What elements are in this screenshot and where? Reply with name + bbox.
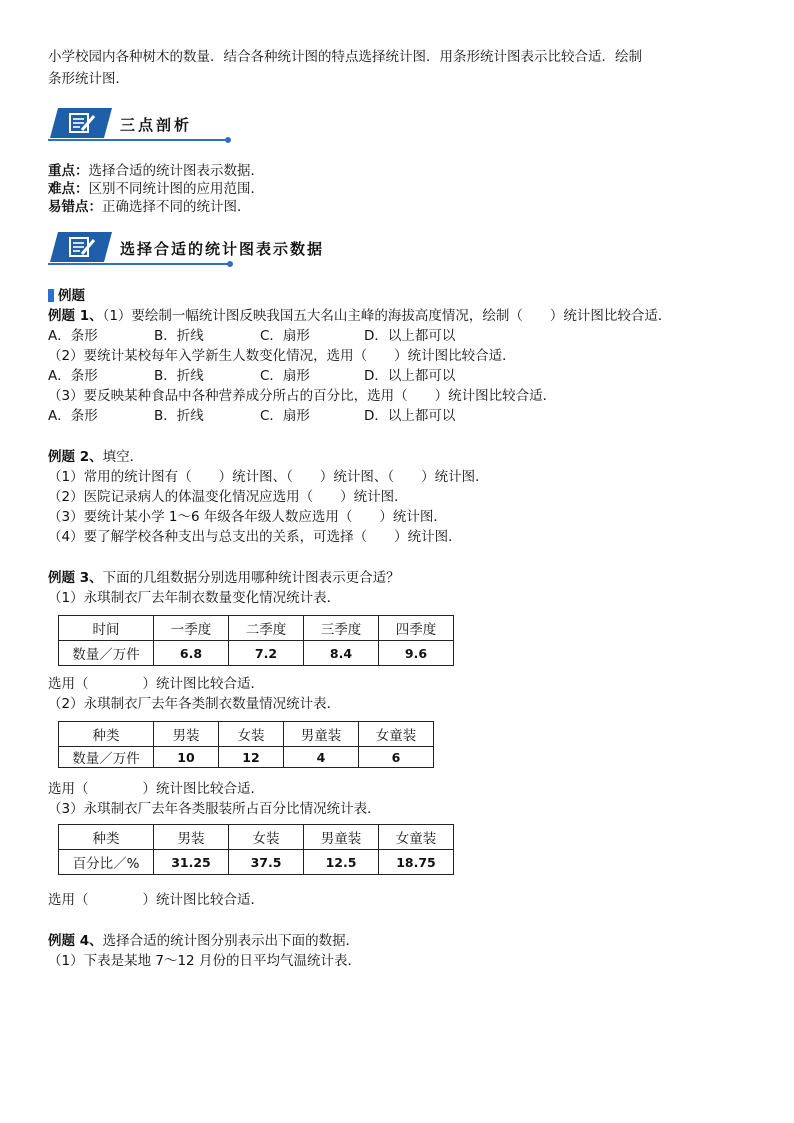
difficult-point-label: 难点： (48, 181, 89, 197)
table-header-row (59, 616, 454, 641)
ex4-label: 例题 4、 (48, 933, 103, 949)
ex3-sub3: （3）永琪制衣厂去年各类服装所占百分比情况统计表． (48, 801, 381, 817)
table-cell: 37.5 (229, 850, 304, 875)
ex3-label: 例题 3、 (48, 570, 103, 586)
ex2-label: 例题 2、 (48, 449, 103, 465)
table-cell: 10 (154, 747, 219, 768)
ex3-sub2: （2）永琪制衣厂去年各类制衣数量情况统计表． (48, 696, 341, 712)
ex1-q1 (48, 307, 671, 325)
table-cell: 男装 (154, 825, 229, 850)
ex2-heading (48, 448, 143, 466)
intro-line-2: 条形统计图． (48, 71, 129, 87)
difficult-point-text: 区别不同统计图的应用范围． (88, 181, 264, 197)
ex3-heading (48, 569, 400, 587)
table-cell: 7.2 (229, 641, 304, 666)
table-cell: 二季度 (229, 616, 304, 641)
table-cell: 三季度 (304, 616, 379, 641)
ex2-q4: （4）要了解学校各种支出与总支出的关系，可选择（ ）统计图． (48, 529, 462, 545)
ex1-q2: （2）要统计某校每年入学新生人数变化情况，选用（ ）统计图比较合适． (48, 348, 516, 364)
table-cell: 时间 (59, 616, 154, 641)
table-cell: 女童装 (379, 825, 454, 850)
table-cell: 男童装 (284, 722, 359, 747)
table-cell: 18.75 (379, 850, 454, 875)
table-cell: 种类 (59, 825, 154, 850)
table-cell: 百分比／% (59, 850, 154, 875)
option-a: A．条形 (48, 328, 98, 344)
table-cell: 种类 (59, 722, 154, 747)
table-cell: 6 (359, 747, 434, 768)
examples-marker (48, 289, 54, 302)
examples-heading (48, 287, 85, 305)
ex3-answer-1: 选用（ ）统计图比较合适． (48, 676, 264, 692)
table-cell: 女童装 (359, 722, 434, 747)
ex3-table-2 (58, 721, 434, 768)
ex4-heading (48, 932, 359, 950)
section-title: 选择合适的统计图表示数据 (120, 240, 325, 258)
section-rule (48, 139, 228, 141)
ex3-table-1 (58, 615, 454, 666)
table-cell: 女装 (219, 722, 284, 747)
note-pencil-icon (48, 232, 120, 264)
section-rule (48, 263, 230, 265)
table-row (59, 641, 454, 666)
option-c: C．扇形 (260, 328, 310, 344)
option-d: D．以上都可以 (364, 328, 456, 344)
table-cell: 数量／万件 (59, 747, 154, 768)
option-d: D．以上都可以 (364, 368, 456, 384)
note-pencil-icon (48, 108, 120, 140)
section-rule-dot (227, 261, 233, 267)
ex3-table-3 (58, 824, 454, 875)
ex2-q3: （3）要统计某小学 1～6 年级各年级人数应选用（ ）统计图． (48, 509, 447, 525)
section-header-choose-chart (48, 232, 325, 268)
option-a: A．条形 (48, 408, 98, 424)
option-b: B．折线 (154, 368, 204, 384)
table-cell: 男装 (154, 722, 219, 747)
ex1-q3: （3）要反映某种食品中各种营养成分所占的百分比，选用（ ）统计图比较合适． (48, 388, 557, 404)
ex1-options-row-2 (0, 367, 794, 385)
ex2-intro: 填空． (102, 449, 144, 465)
key-point-text: 选择合适的统计图表示数据． (88, 163, 264, 179)
table-row (59, 850, 454, 875)
ex3-answer-2: 选用（ ）统计图比较合适． (48, 781, 264, 797)
section-rule-dot (225, 137, 231, 143)
error-point-text: 正确选择不同的统计图． (102, 199, 251, 215)
table-header-row (59, 825, 454, 850)
ex2-q2: （2）医院记录病人的体温变化情况应选用（ ）统计图． (48, 489, 408, 505)
difficult-point-line (48, 180, 264, 198)
ex1-options-row-3 (0, 407, 794, 425)
table-cell: 一季度 (154, 616, 229, 641)
section-header-three-points (48, 108, 232, 144)
option-b: B．折线 (154, 328, 204, 344)
table-cell: 数量／万件 (59, 641, 154, 666)
table-cell: 女装 (229, 825, 304, 850)
ex3-intro: 下面的几组数据分别选用哪种统计图表示更合适？ (102, 570, 400, 586)
table-cell: 12.5 (304, 850, 379, 875)
examples-label: 例题 (58, 288, 85, 304)
table-cell: 31.25 (154, 850, 229, 875)
key-point-line (48, 162, 264, 180)
table-row (59, 747, 434, 768)
option-c: C．扇形 (260, 408, 310, 424)
ex3-sub1: （1）永琪制衣厂去年制衣数量变化情况统计表． (48, 590, 341, 606)
section-title: 三点剖析 (120, 116, 193, 134)
ex4-sub1: （1）下表是某地 7～12 月份的日平均气温统计表． (48, 953, 361, 969)
ex4-intro: 选择合适的统计图分别表示出下面的数据． (102, 933, 360, 949)
table-cell: 男童装 (304, 825, 379, 850)
table-cell: 8.4 (304, 641, 379, 666)
intro-line-1: 小学校园内各种树木的数量．结合各种统计图的特点选择统计图．用条形统计图表示比较合适．绘制 (48, 49, 642, 65)
key-point-label: 重点： (48, 163, 89, 179)
option-d: D．以上都可以 (364, 408, 456, 424)
table-cell: 4 (284, 747, 359, 768)
error-point-line (48, 198, 251, 216)
table-cell: 四季度 (379, 616, 454, 641)
table-cell: 9.6 (379, 641, 454, 666)
ex1-label: 例题 1、 (48, 308, 103, 324)
option-a: A．条形 (48, 368, 98, 384)
option-b: B．折线 (154, 408, 204, 424)
table-cell: 6.8 (154, 641, 229, 666)
table-cell: 12 (219, 747, 284, 768)
error-point-label: 易错点： (48, 199, 102, 215)
ex1-q1-text: （1）要绘制一幅统计图反映我国五大名山主峰的海拔高度情况，绘制（ ）统计图比较合适． (102, 308, 672, 324)
option-c: C．扇形 (260, 368, 310, 384)
ex3-answer-3: 选用（ ）统计图比较合适． (48, 892, 264, 908)
table-header-row (59, 722, 434, 747)
ex2-q1: （1）常用的统计图有（ ）统计图、（ ）统计图、（ ）统计图． (48, 469, 489, 485)
ex1-options-row-1 (0, 327, 794, 345)
